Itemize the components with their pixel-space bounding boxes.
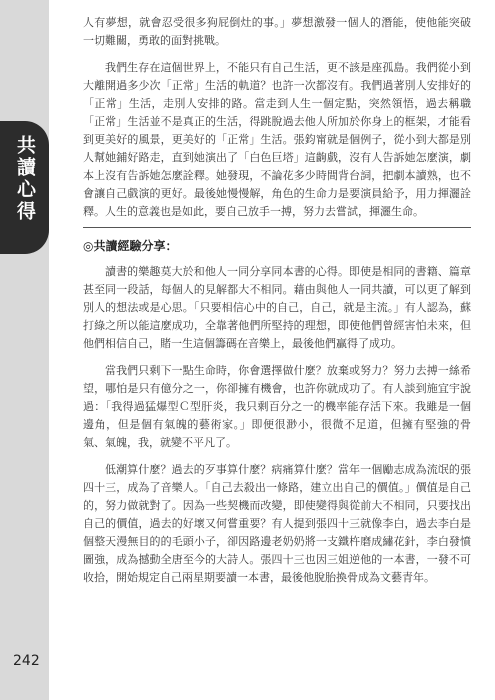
sidebar — [0, 0, 49, 700]
paragraph: 低潮算什麼？過去的歹事算什麼？病痛算什麼？當年一個勵志成為流氓的張四十三，成為了音樂人。「自己去殺出一條路，建立出自己的價值。」價值是自己的，努力做就對了。因為一些契機而改變，即使變得與從前大不相同，只要找出自己的價值，過去的好壞又何嘗重要？有人提到張四十三就像李白，過去李白是個整天漫無目的的毛頭小子，卻因路邊老奶奶將一支鐵杵磨成繡花針，李白發憤圖強，成為撼動全唐至今的大詩人。張四十三也因三姐逆他的一本書，一發不可收拾，開始規定自己兩星期要讀一本書，最後他脫胎換骨成為文藝青年。 — [83, 463, 471, 584]
section-tab-title: 共讀心得 — [14, 135, 36, 223]
paragraph: 人有夢想，就會忍受很多狗屁倒灶的事。」夢想激發一個人的潛能，使他能突破一切難關，勇敢的面對挑戰。 — [83, 16, 471, 47]
paragraph: 我們生存在這個世界上，不能只有自己生活，更不該是座孤島。我們從小到大離開過多少次「正常」生活的軌道？也許一次都沒有。我們過著別人安排好的「正常」生活，走別人安排的路。當走到人生一個定點，突然領悟，過去稱職「正常」生活並不是真正的生活，得跳脫過去他人所加於你身上的框架，才能看到更美好的風景，更美好的「正常」生活。張鈞甯就是個例子，從小到大都是別人幫她鋪好路走，直到她演出了「白色巨塔」這齣戲，沒有人告訴她怎麼演，劇本上沒有告訴她怎麼詮釋。她發現，不論花多少時間背台詞，把劇本讀熟，也不會讓自己戲演的更好。最後她慢慢解，角色的生命力是要演員給予，用力揮灑詮釋。人生的意義也是如此，要自己放手一搏，努力去嘗試，揮灑生命。 — [83, 61, 471, 218]
page-content — [83, 14, 471, 587]
section-tab — [0, 121, 49, 254]
section-divider — [83, 227, 471, 228]
section-heading: ◎共讀經驗分享： — [83, 239, 178, 253]
paragraph: 當我們只剩下一點生命時，你會選擇做什麼？放棄或努力？努力去搏一絲希望，哪怕是只有億分之一，你卻擁有機會，也許你就成功了。有人談到施宜宇說過：「我得過猛爆型Ｃ型肝炎，我只剩百分之一的機率能存活下來。我雖是一個邊角，但是個有氣魄的藝術家。」即便很渺小，很微不足道，但擁有堅強的骨氣、氣魄，我，就變不平凡了。 — [83, 364, 471, 449]
page-number: 242 — [13, 653, 40, 669]
paragraph: 讀書的樂趣莫大於和他人一同分享同本書的心得。即使是相同的書籍、篇章甚至同一段話，每個人的見解都大不相同。藉由與他人一同共讀，可以更了解到別人的想法或是心思。「只要相信心中的自己，自己，就是主流。」有人認為，蘇打綠之所以能這麼成功，全靠著他們所堅持的理想，即使他們曾經害怕未來，但他們相信自己，賭一生這個籌碼在音樂上，最後他們贏得了成功。 — [83, 265, 471, 350]
